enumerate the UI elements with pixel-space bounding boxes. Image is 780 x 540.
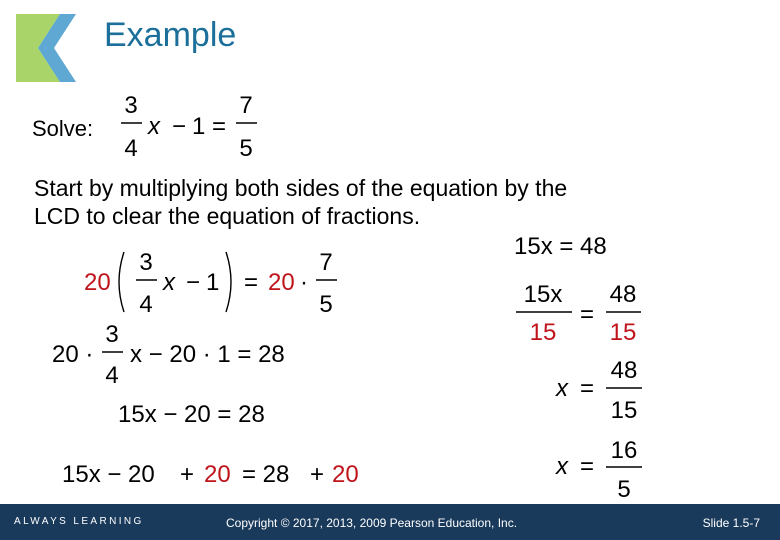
right2-den-right-red: 15 xyxy=(609,319,637,346)
right4-var: x xyxy=(556,453,568,480)
right4-num: 16 xyxy=(610,437,638,464)
lcd-right-red: 20 xyxy=(268,269,295,296)
step4-eq: = 28 xyxy=(242,461,290,488)
given-var: x xyxy=(148,113,160,140)
right2-num-left: 15x xyxy=(523,281,563,308)
right-step-2 xyxy=(516,281,641,346)
step1-dot: · xyxy=(300,269,308,296)
step-4 xyxy=(62,461,359,488)
given-frac-r-den: 5 xyxy=(239,135,253,162)
footer-copyright: Copyright © 2017, 2013, 2009 Pearson Education, Inc. xyxy=(226,516,518,530)
step4-plus: + xyxy=(180,461,195,488)
step1-frac-r-den: 5 xyxy=(319,291,333,318)
given-equals: = xyxy=(212,113,227,140)
step2-frac-num: 3 xyxy=(105,321,119,348)
step-2 xyxy=(52,321,285,389)
right2-eq: = xyxy=(580,301,595,328)
step4-left: 15x − 20 xyxy=(62,461,155,488)
step1-var: x xyxy=(163,269,175,296)
right3-num: 48 xyxy=(610,357,638,384)
solve-label: Solve: xyxy=(32,116,94,141)
step1-minus: − xyxy=(186,269,201,296)
given-minus: − xyxy=(172,113,187,140)
step-1 xyxy=(84,249,337,318)
step4-red-20: 20 xyxy=(204,461,231,488)
step1-frac-den: 4 xyxy=(139,291,153,318)
footer-brand: ALWAYS LEARNING xyxy=(14,516,144,527)
given-frac-a-num: 3 xyxy=(124,92,138,119)
step1-frac-r-num: 7 xyxy=(319,249,333,276)
given-one: 1 xyxy=(192,113,206,140)
right-step-1 xyxy=(514,233,607,260)
step4-red-20b: 20 xyxy=(332,461,359,488)
right-step-3 xyxy=(555,357,642,424)
instruction-line: LCD to clear the equation of fractions. xyxy=(34,203,421,229)
slide-title: Example xyxy=(104,16,237,54)
step-3 xyxy=(118,401,265,428)
step1-equals: = xyxy=(244,269,259,296)
step4-plus2: + xyxy=(310,461,325,488)
step1-one: 1 xyxy=(206,269,220,296)
right2-num-right: 48 xyxy=(609,281,637,308)
given-equation xyxy=(121,92,257,162)
left-paren xyxy=(119,252,124,312)
right3-den: 15 xyxy=(610,397,638,424)
instruction-line: Start by multiplying both sides of the equation by the xyxy=(34,175,568,201)
right-step-4 xyxy=(555,437,642,503)
slide-number: Slide 1.5-7 xyxy=(702,516,760,530)
right3-var: x xyxy=(556,375,568,402)
right2-den-left-red: 15 xyxy=(529,319,557,346)
given-frac-r-num: 7 xyxy=(239,92,253,119)
lcd-red: 20 xyxy=(84,269,111,296)
right4-eq: = xyxy=(580,453,595,480)
right3-eq: = xyxy=(580,375,595,402)
step1-frac-num: 3 xyxy=(139,249,153,276)
right-paren xyxy=(226,252,231,312)
step2-lhs: 20 · xyxy=(52,341,94,368)
step3-equation: 15x − 20 = 28 xyxy=(118,401,265,428)
given-frac-a-den: 4 xyxy=(124,135,138,162)
right4-den: 5 xyxy=(617,476,631,503)
footer-bar xyxy=(0,504,780,540)
step2-frac-den: 4 xyxy=(105,362,119,389)
step2-rest: x − 20 · 1 = 28 xyxy=(130,341,285,368)
right1-equation: 15x = 48 xyxy=(514,233,607,260)
